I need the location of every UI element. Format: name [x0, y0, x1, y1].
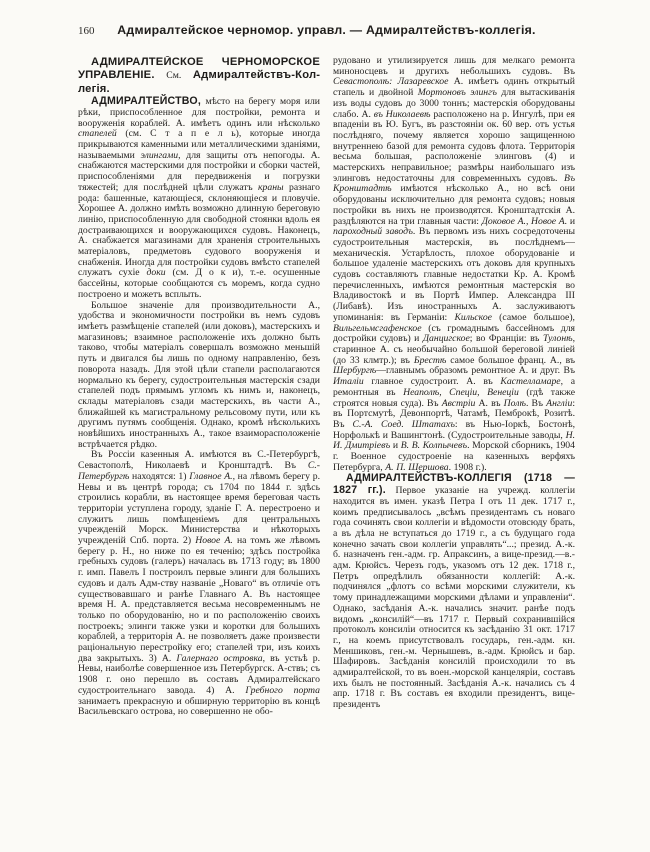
paragraph-russian-admiralties: [78, 450, 320, 718]
text-run: имѣются нѣсколько А., но всѣ они оборудованы исключительно для ремонта судовъ; новыя постройки въ нихъ не производятся. Кронштадтскія А. раздѣляются на три главныя части:: [333, 183, 575, 227]
text-run: Первое указаніе на учрежд. коллегіи находится въ имен. указѣ Петра I отъ 11 дек. 1717 г., коимъ предписывалось „всѣмъ президентамъ съ новаго года сочинять свои коллегіи и вѣдомости отовсюду брать, а въ дѣла не вступаться до 1719 г., а съ будущаго года конечно зачать свои коллегіи управлять“...; презид. А.-к. б. назначенъ ген.-адм. гр. Апраксинъ, а вице-презид.—в.-адм. Крюйсъ. Черезъ годъ, указомъ отъ 12 дек. 1718 г., Петръ опредѣлилъ обязанности коллегій: А.-к. подчинялся „флотъ со всѣми морскими служители, къ тому принадлежащими морскими дѣлами и управленіи“. Однако, засѣданія А.-к. начались значит. ранѣе подъ видомъ „консилій“—въ 1717 г. Первый сохранившійся протоколъ консиліи относится къ засѣданію 31 окт. 1717 г., на коемъ присутствовалъ государь, ген.-адм. кн. Меншиковъ, ген.-м. Чернышевъ, в.-адм. Крюйсъ и бар. Шафировъ. Засѣданія консилій происходили то въ адмиралтейской, то въ воен.-морской канцеляріи, составъ ихъ былъ не постоянный. Засѣданія А.-к. начались съ 4 апр. 1718 г. Въ составъ ея входили президентъ, вице-президентъ: [333, 485, 575, 711]
text-run: для вытаскиванія изъ воды судовъ до 3000 тоннъ; мастерскія оборудованы слабо. А.: [333, 87, 575, 120]
text-run: ; во Франціи: въ: [469, 333, 543, 345]
text-run: Новое А.: [195, 535, 233, 547]
article-admiralteystv-kollegia: [333, 473, 575, 710]
text-run: стапелей: [78, 128, 117, 140]
text-run: Вильгельмсгафенское: [333, 322, 422, 334]
text-content: [78, 56, 575, 798]
text-run: и: [390, 440, 401, 452]
left-column: [78, 56, 320, 798]
text-run: , а ремонтныя въ: [333, 376, 575, 398]
text-run: (съ громаднымъ бассейномъ для достройки судовъ) и: [333, 322, 575, 345]
text-run: Гребного порта: [245, 684, 320, 696]
text-run: Мортоновъ элингъ: [417, 87, 497, 99]
text-run: занимаетъ прекрасную и обширную территорію въ концѣ Васильевскаго острова, но совершенно не обо-: [78, 695, 320, 718]
text-run: на томъ же лѣвомъ берегу р. Н., но ниже по ея теченію; здѣсь постройка гребныхъ судовъ (галеръ) началась въ 1713 году; въ 1800 г. имп. Павелъ I построилъ первые элинги для большихъ судовъ и далъ Адм-ству названіе „Новаго“ въ отличіе отъ существовавшаго и ранѣе Главнаго А. Въ настоящее время Н. А. представляется весьма несовременнымъ не только по оборудованію, но и по расположенію своихъ построекъ; элинги также узки и коротки для большихъ кораблей, а территорія А. не позволяетъ даже произвести раціональную перестройку его; стапелей три, изъ коихъ два закрытыхъ. 3) А.: [78, 535, 320, 664]
text-run: элингами: [140, 149, 179, 161]
text-run: доки: [146, 267, 166, 279]
text-run: . 1908 г.).: [448, 461, 487, 473]
text-run: В. В. Колпычевъ: [400, 440, 468, 452]
text-run: Галернаго островка: [176, 652, 263, 664]
text-run: Тулонѣ: [542, 333, 573, 345]
text-run: Данцигское: [422, 333, 470, 345]
page-number: 160: [78, 25, 95, 37]
text-run: Полѣ: [503, 397, 526, 409]
text-run: Неаполѣ, Спеціи, Венеціи: [403, 386, 519, 398]
text-run: (самое большое),: [491, 311, 575, 323]
text-run: (см. Д о к и), т.-е. осушенные бассейны, которые сообщаются съ моремъ, когда судно построено и можетъ всплыть.: [78, 267, 320, 300]
text-run: А. П. Шершова: [385, 461, 449, 473]
page-header: [78, 23, 575, 41]
headword: АДМИРАЛТЕЙСТВЪ-КОЛЛЕГІЯ (1718 — 1827 гг.).: [333, 472, 575, 497]
text-run: Н. И. Дмитріевъ: [333, 429, 575, 452]
text-run: : въ Портсмутѣ, Девонпортѣ, Чатамѣ, Пемброкѣ, Розитѣ. Въ: [333, 397, 575, 430]
headword: АДМИРАЛТЕЙСТВО,: [91, 95, 201, 108]
text-run: С.-Петербургѣ: [78, 460, 320, 482]
text-run: Большое значеніе для производительности А., удобства и экономичности постройки въ немъ судовъ имѣетъ размѣщеніе стапелей (или доковъ), мастерскихъ и магазиновъ; взаимное расположеніе ихъ должно быть таково, чтобы матеріалъ совершалъ возможно меньшій путь и двигался бы лишь по одному направленію, безъ поворота назадъ. Для этой цѣли стапели располагаются нормально къ берегу, судостроительныя мастерскія сзади стапелей подъ прямымъ угломъ къ нимъ и, наконецъ, склады матеріаловъ сзади мастерскихъ, въ части А., ближайшей къ магистральному рельсовому пути, или къ другимъ путямъ сообщенія. Однако, кромѣ нѣсколькихъ новѣйшихъ иностранныхъ А., такое взаиморасположеніе встрѣчается рѣдко.: [78, 299, 320, 450]
text-run: Австріи: [441, 397, 476, 409]
text-run: и: [567, 215, 575, 227]
text-run: самое большое франц. А., въ: [446, 354, 575, 366]
running-head: Адмиралтейское черномор. управл. — Адмиралтействъ-коллегія.: [117, 23, 536, 37]
text-run: : въ Нью-Іоркѣ, Бостонѣ, Норфолькѣ и Вашингтонѣ. (Судостроительные заводы,: [333, 418, 575, 441]
text-run: Англіи: [546, 397, 573, 409]
article-admiralteystvo: [78, 96, 320, 300]
text-run: , на лѣвомъ берегу р. Невы и въ центрѣ города; съ 1704 по 1844 г. здѣсь строились корабли, въ настоящее время береговая часть территоріи уступлена городу, зданіе Г. А. перестроено и служитъ лишь помѣщеніемъ для центральныхъ учрежденій Морск. Министерства и нѣкоторыхъ учрежденій Спб. порта. 2): [78, 470, 320, 547]
paragraph-layout-significance: [78, 301, 320, 451]
text-run: —главнымъ образомъ ремонтное А. и друг. Въ: [376, 365, 575, 377]
text-run: рудовано и утилизируется лишь для мелкаго ремонта миноносцевъ и другихъ небольшихъ судовъ. Въ: [333, 56, 575, 77]
text-run: мѣсто на берегу моря или рѣки, приспособленное для постройки, ремонта и вооруженія кораблей. А. имѣетъ одинъ или нѣсколько: [78, 96, 320, 129]
text-run: находятся: 1): [129, 470, 190, 482]
text-run: Италіи: [333, 376, 364, 388]
text-run: Брестѣ: [413, 354, 447, 366]
text-run: , для защиты отъ непогоды. А. снабжаются мастерскими для постройки и сборки частей, приспособленіями для передвиженія и погрузки тяжестей; для послѣдней цѣли служатъ: [78, 149, 320, 193]
text-run: краны: [258, 181, 284, 193]
text-run: А. въ: [475, 397, 504, 409]
headword: Адмиралтействъ-Коллегія.: [78, 69, 320, 95]
text-run: пароходный заводъ: [333, 226, 413, 238]
headword: АДМИРАЛТЕЙСКОЕ ЧЕРНОМОРСКОЕ УПРАВЛЕНІЕ.: [78, 56, 320, 82]
text-run: главное судостроит. А. въ: [363, 376, 501, 388]
text-run: Севастополѣ: Лазаревское: [333, 76, 449, 88]
text-run: , старинное А. съ необычайно большой береговой линіей (до 33 клмтр.); въ: [333, 333, 575, 366]
text-run: Шербургѣ: [333, 365, 377, 377]
article-admiralteyskoe-chernomorskoe-upravlenie: [78, 56, 320, 96]
text-run: Главное А.: [189, 470, 233, 482]
text-run: Въ Кронштадтѣ: [333, 172, 575, 195]
text-run: въ Николаевѣ: [373, 108, 431, 120]
right-column: [333, 56, 575, 798]
text-run: . Морской сборникъ, 1904 г. Военное судостроеніе на казенныхъ верфяхъ Петербурга,: [333, 440, 575, 473]
text-run: С.-А. Соед. Штатахъ: [352, 418, 455, 430]
text-run: расположено на р. Ингулѣ, при ея впаденіи въ Ю. Бугъ, въ разстояніи ок. 60 вер. отъ устья послѣдняго, почему является хорошо защищенною внутреннею базой для ремонта судовъ флота. Территорія весьма большая, расположеніе элинговъ (4) и мастерскихъ неправильное; размѣры наибольшаго изъ элинговъ недостаточны для современныхъ судовъ.: [333, 108, 575, 184]
text-run: . Въ: [525, 397, 547, 409]
text-run: , въ устьѣ р. Невы, наиболѣе совершенное изъ Петербургск. А-ствъ; съ 1908 г. оно перешло въ составъ Адмиралтейскаго судостроительнаго завода. 4) А.: [78, 652, 320, 696]
text-run: . Въ первомъ изъ нихъ сосредоточены судостроительныя мастерскія, въ послѣднемъ—механическія. Устарѣлость, плохое оборудованіе и большое удаленіе мастерскихъ отъ доковъ для крупныхъ судовъ составляютъ главные недостатки Кр. А. Кромѣ перечисленныхъ, имѣются ремонтныя мастерскія во Владивостокѣ и въ Портѣ Импер. Александра III (Либавѣ). Изъ иностранныхъ А. заслуживаютъ упоминанія: въ Германіи:: [333, 226, 575, 323]
text-run: (см. С т а п е л ь), которые иногда прикрываются каменными или металлическими зданіями, называемыми: [78, 128, 320, 161]
text-run: Доковое А., Новое А.: [481, 215, 568, 227]
text-run: См.: [154, 70, 193, 82]
text-run: Кильское: [454, 311, 492, 323]
text-run: разнаго рода: башенные, катающіеся, склоняющіеся и пловучіе. Хорошее А. должно имѣть возможно длинную береговую линію, приспособленную для свободной стоянки вдоль ея достраивающихся и вооружающихся судовъ. Наконецъ, А. снабжается магазинами для храненія строительныхъ матеріаловъ, предметовъ судового вооруженія и снабженія. Иногда для постройки судовъ вмѣсто стапелей служатъ сухіе: [78, 181, 320, 279]
text-run: А. имѣетъ одинъ открытый стапель и двойной: [333, 76, 575, 99]
paragraph-continuation-foreign-admiralties: [333, 56, 575, 473]
text-run: Кастелламаре: [500, 376, 561, 388]
text-run: Въ Россіи казенныя А. имѣются въ С.-Петербургѣ, Севастополѣ, Николаевѣ и Кронштадтѣ. Въ: [78, 449, 320, 472]
text-run: (гдѣ также строятся новыя суда). Въ: [333, 386, 575, 409]
